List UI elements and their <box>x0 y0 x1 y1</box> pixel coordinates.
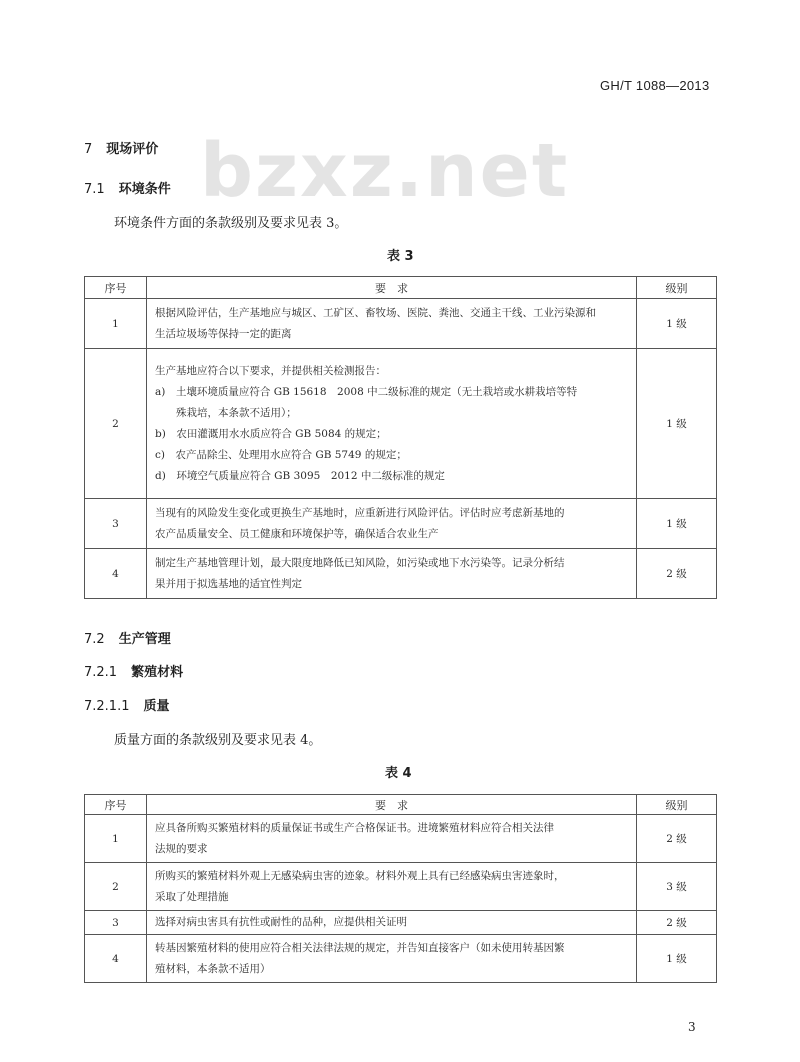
page-number: 3 <box>688 1020 696 1034</box>
cell-level: 1 级 <box>637 299 717 349</box>
table-header-row <box>85 277 717 299</box>
section-7-1-heading <box>84 178 171 197</box>
header-level: 级别 <box>637 795 717 815</box>
cell-requirement <box>147 349 637 499</box>
header-seq: 序号 <box>85 795 147 815</box>
cell-seq: 3 <box>85 499 147 549</box>
requirement-line: 应具备所购买繁殖材料的质量保证书或生产合格保证书。进境繁殖材料应符合相关法律 <box>155 821 554 834</box>
requirement-line: a) 土壤环境质量应符合 GB 15618 2008 中二级标准的规定（无土栽培或水耕栽培等特 <box>155 385 578 398</box>
cell-seq: 1 <box>85 815 147 863</box>
table-row <box>85 549 717 599</box>
header-seq: 序号 <box>85 277 147 299</box>
section-number: 7.2.1.1 <box>84 699 130 714</box>
cell-requirement <box>147 863 637 911</box>
section-title: 生产管理 <box>118 632 171 647</box>
cell-requirement <box>147 499 637 549</box>
section-7-2-heading <box>84 628 171 647</box>
standard-code: GH/T 1088—2013 <box>600 78 710 93</box>
table-header-row <box>85 795 717 815</box>
requirement-line: 当现有的风险发生变化或更换生产基地时，应重新进行风险评估。评估时应考虑新基地的 <box>155 506 565 519</box>
requirement-line: b) 农田灌溉用水水质应符合 GB 5084 的规定； <box>155 427 387 440</box>
cell-level: 1 级 <box>637 349 717 499</box>
requirement-line: 采取了处理措施 <box>155 890 229 903</box>
requirement-line: 法规的要求 <box>155 842 208 855</box>
cell-seq: 1 <box>85 299 147 349</box>
cell-requirement <box>147 935 637 983</box>
cell-requirement <box>147 549 637 599</box>
cell-level: 3 级 <box>637 863 717 911</box>
table-4-caption: 表 4 <box>385 766 412 781</box>
section-7-heading <box>84 138 158 157</box>
cell-level: 2 级 <box>637 815 717 863</box>
table-row <box>85 935 717 983</box>
table-3 <box>84 276 717 599</box>
requirement-line: c) 农产品除尘、处理用水应符合 GB 5749 的规定； <box>155 448 407 461</box>
table-4 <box>84 794 717 983</box>
section-7-2-1-1-heading <box>84 695 170 714</box>
requirement-line: 所购买的繁殖材料外观上无感染病虫害的迹象。材料外观上具有已经感染病虫害迹象时， <box>155 869 565 882</box>
requirement-line: 选择对病虫害具有抗性或耐性的品种，应提供相关证明 <box>155 916 407 928</box>
section-title: 质量 <box>143 699 170 714</box>
requirement-line: 根据风险评估，生产基地应与城区、工矿区、畜牧场、医院、粪池、交通主干线、工业污染源和 <box>155 306 596 319</box>
section-number: 7 <box>84 142 93 157</box>
table-row <box>85 863 717 911</box>
cell-level: 2 级 <box>637 911 717 935</box>
table-row <box>85 299 717 349</box>
table-row <box>85 499 717 549</box>
section-number: 7.2 <box>84 632 105 647</box>
requirement-line: 殊栽培，本条款不适用）； <box>155 406 297 419</box>
cell-seq: 3 <box>85 911 147 935</box>
cell-seq: 4 <box>85 935 147 983</box>
requirement-line: 果并用于拟选基地的适宜性判定 <box>155 577 302 590</box>
header-level: 级别 <box>637 277 717 299</box>
table-row <box>85 911 717 935</box>
section-title: 繁殖材料 <box>131 665 184 680</box>
table-3-caption: 表 3 <box>387 249 414 264</box>
cell-level: 1 级 <box>637 499 717 549</box>
section-title: 环境条件 <box>118 182 171 197</box>
section-number: 7.1 <box>84 182 105 197</box>
section-7-1-paragraph: 环境条件方面的条款级别及要求见表 3。 <box>114 216 348 231</box>
requirement-line: 生活垃圾场等保持一定的距离 <box>155 327 292 340</box>
section-7-2-1-heading <box>84 661 183 680</box>
cell-seq: 2 <box>85 349 147 499</box>
header-requirement: 要 求 <box>147 795 637 815</box>
section-7-2-1-1-paragraph: 质量方面的条款级别及要求见表 4。 <box>114 733 322 748</box>
section-number: 7.2.1 <box>84 665 118 680</box>
requirement-line: 殖材料，本条款不适用） <box>155 962 271 975</box>
section-title: 现场评价 <box>106 142 159 157</box>
requirement-line: 转基因繁殖材料的使用应符合相关法律法规的规定，并告知直接客户（如未使用转基因繁 <box>155 941 565 954</box>
requirement-line: 农产品质量安全、员工健康和环境保护等，确保适合农业生产 <box>155 527 439 540</box>
table-row <box>85 815 717 863</box>
cell-requirement <box>147 815 637 863</box>
watermark: bzxz.net <box>200 128 570 214</box>
table-row <box>85 349 717 499</box>
cell-requirement <box>147 299 637 349</box>
requirement-line: 生产基地应符合以下要求，并提供相关检测报告： <box>155 364 386 377</box>
requirement-line: 制定生产基地管理计划，最大限度地降低已知风险，如污染或地下水污染等。记录分析结 <box>155 556 565 569</box>
cell-level: 1 级 <box>637 935 717 983</box>
cell-level: 2 级 <box>637 549 717 599</box>
cell-seq: 4 <box>85 549 147 599</box>
header-requirement: 要 求 <box>147 277 637 299</box>
cell-seq: 2 <box>85 863 147 911</box>
requirement-line: d) 环境空气质量应符合 GB 3095 2012 中二级标准的规定 <box>155 469 445 482</box>
cell-requirement <box>147 911 637 935</box>
